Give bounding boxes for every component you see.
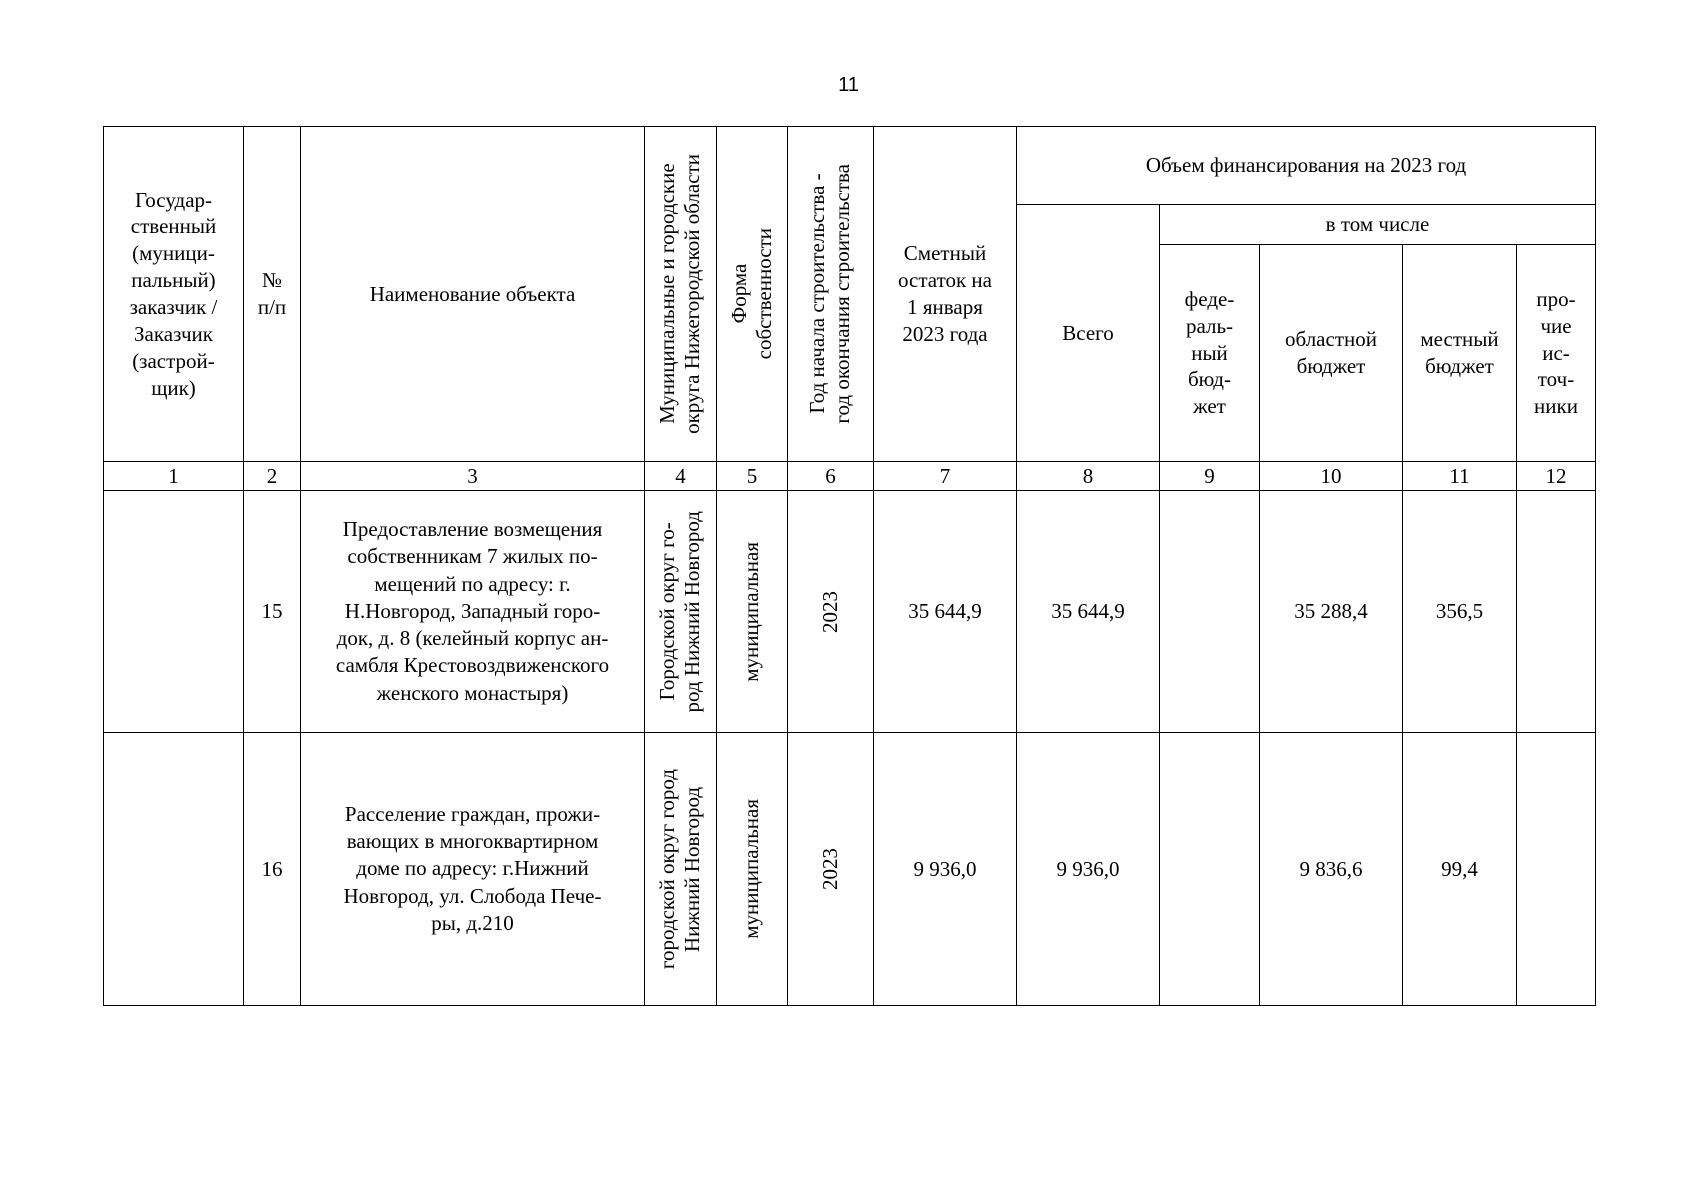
row-total: 35 644,9	[1017, 491, 1160, 733]
column-number: 5	[717, 462, 788, 491]
row-years	[788, 733, 874, 1006]
header-years-text: Год начала строительства - год окончания строительства	[805, 164, 855, 424]
row-local: 99,4	[1403, 733, 1517, 1006]
row-estimate: 35 644,9	[874, 491, 1017, 733]
column-number: 3	[301, 462, 645, 491]
table-row	[104, 491, 1596, 733]
row-municipality-text: Городской округ го- род Нижний Новгород	[655, 510, 705, 713]
header-regional: областной бюджет	[1260, 245, 1403, 462]
column-number: 4	[645, 462, 717, 491]
header-municipality-text: Муниципальные и городские округа Нижегородской области	[655, 154, 705, 434]
header-municipality	[645, 127, 717, 462]
row-regional: 35 288,4	[1260, 491, 1403, 733]
table-row	[104, 733, 1596, 1006]
row-federal	[1160, 491, 1260, 733]
header-customer: Государ- ственный (муници- пальный) заказчик / Заказчик (застрой- щик)	[104, 127, 244, 462]
header-total: Всего	[1017, 205, 1160, 462]
header-federal: феде- раль- ный бюд- жет	[1160, 245, 1260, 462]
header-other: про- чие ис- точ- ники	[1517, 245, 1596, 462]
column-number: 7	[874, 462, 1017, 491]
row-municipality	[645, 733, 717, 1006]
header-years	[788, 127, 874, 462]
row-ownership-text: муниципальная	[739, 799, 764, 939]
row-object-name: Расселение граждан, прожи- вающих в многоквартирном доме по адресу: г.Нижний Новгород, ул. Слобода Пече- ры, д.210	[301, 733, 645, 1006]
header-local: местный бюджет	[1403, 245, 1517, 462]
row-customer	[104, 733, 244, 1006]
header-financing: Объем финансирования на 2023 год	[1017, 127, 1596, 205]
row-years-text: 2023	[817, 848, 842, 890]
header-estimate: Сметный остаток на 1 января 2023 года	[874, 127, 1017, 462]
header-ownership-text: Форма собственности	[726, 228, 776, 360]
row-number: 16	[244, 733, 301, 1006]
row-other	[1517, 491, 1596, 733]
column-number: 6	[788, 462, 874, 491]
header-object-name: Наименование объекта	[301, 127, 645, 462]
row-municipality	[645, 491, 717, 733]
header-ownership	[717, 127, 788, 462]
header-including: в том числе	[1160, 205, 1596, 245]
row-other	[1517, 733, 1596, 1006]
column-number: 8	[1017, 462, 1160, 491]
page-number: 11	[838, 74, 859, 96]
column-number: 11	[1403, 462, 1517, 491]
row-object-name: Предоставление возмещения собственникам 7 жилых по- мещений по адресу: г. Н.Новгород, Западный горо- док, д. 8 (келейный корпус ан- самбля Крестовоздвиженского женского монастыря)	[301, 491, 645, 733]
financing-table	[103, 126, 1596, 1006]
column-number: 9	[1160, 462, 1260, 491]
row-total: 9 936,0	[1017, 733, 1160, 1006]
header-number: № п/п	[244, 127, 301, 462]
column-number: 12	[1517, 462, 1596, 491]
row-ownership	[717, 491, 788, 733]
column-numbers-row	[104, 462, 1596, 491]
row-number: 15	[244, 491, 301, 733]
row-ownership-text: муниципальная	[739, 541, 764, 682]
row-municipality-text: городской округ город Нижний Новгород	[655, 768, 705, 970]
row-local: 356,5	[1403, 491, 1517, 733]
row-federal	[1160, 733, 1260, 1006]
row-customer	[104, 491, 244, 733]
row-estimate: 9 936,0	[874, 733, 1017, 1006]
column-number: 1	[104, 462, 244, 491]
column-number: 10	[1260, 462, 1403, 491]
row-years-text: 2023	[817, 590, 842, 633]
table-header	[104, 127, 1596, 491]
row-ownership	[717, 733, 788, 1006]
row-regional: 9 836,6	[1260, 733, 1403, 1006]
row-years	[788, 491, 874, 733]
column-number: 2	[244, 462, 301, 491]
